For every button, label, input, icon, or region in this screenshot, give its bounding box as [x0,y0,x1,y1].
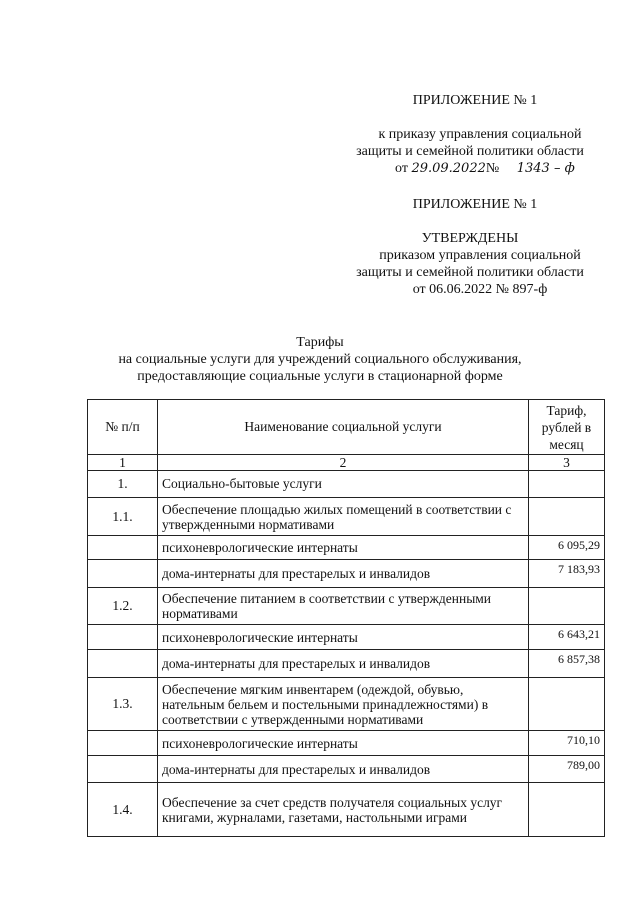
row-name: Обеспечение питанием в соответствии с утвержденными нормативами [158,588,529,625]
row-value [529,783,605,837]
handwritten-date: 29.09.2022 [411,161,486,176]
order-reference-date-line [395,160,605,177]
order-reference-line1: к приказу управления социальной [378,127,582,142]
row-value [529,678,605,731]
column-number: 1 [88,455,158,471]
header-name: Наименование социальной услуги [158,400,529,455]
table-row [88,588,605,625]
row-value: 6 095,29 [529,536,605,560]
number-sign: № [485,161,500,176]
table-header-row [88,400,605,455]
row-name: Обеспечение площадью жилых помещений в соответствии с утвержденными нормативами [158,498,529,536]
approved-line2: защиты и семейной политики области [356,265,584,280]
row-value: 6 857,38 [529,650,605,678]
table-row [88,498,605,536]
table-row [88,536,605,560]
table-row [88,650,605,678]
column-numbers-row [88,455,605,471]
row-name: дома-интернаты для престарелых и инвалидов [158,560,529,588]
row-value [529,471,605,498]
table-row [88,471,605,498]
row-name: дома-интернаты для престарелых и инвалидов [158,650,529,678]
row-name: Социально-бытовые услуги [158,471,529,498]
row-name: дома-интернаты для престарелых и инвалидов [158,756,529,783]
doc-subtitle-line1: на социальные услуги для учреждений социального обслуживания, [118,352,522,367]
row-num: 1.1. [88,498,158,536]
row-num [88,625,158,650]
row-num [88,560,158,588]
table-row [88,731,605,756]
order-reference-line2: защиты и семейной политики области [356,144,584,159]
column-number: 2 [158,455,529,471]
row-name: психоневрологические интернаты [158,536,529,560]
row-num [88,650,158,678]
doc-subtitle-line2: предоставляющие социальные услуги в стационарной форме [137,369,503,384]
doc-title: Тарифы [296,335,344,350]
header-tariff: Тариф, рублей в месяц [529,400,605,455]
row-num: 1.4. [88,783,158,837]
approved-line3: от 06.06.2022 № 897-ф [412,282,548,297]
row-value [529,588,605,625]
table-row [88,678,605,731]
appendix-heading: ПРИЛОЖЕНИЕ № 1 [412,93,538,108]
approved-heading: УТВЕРЖДЕНЫ [421,231,519,246]
table-row [88,560,605,588]
order-from-label: от [395,161,408,176]
row-num: 1.2. [88,588,158,625]
row-num [88,731,158,756]
row-name: психоневрологические интернаты [158,731,529,756]
row-num [88,756,158,783]
handwritten-number: 1343 – ф [516,161,575,176]
row-value [529,498,605,536]
row-value: 789,00 [529,756,605,783]
approved-line1: приказом управления социальной [379,248,581,263]
row-value: 6 643,21 [529,625,605,650]
table-row [88,783,605,837]
row-value: 7 183,93 [529,560,605,588]
tariffs-table [87,399,605,837]
row-name: Обеспечение мягким инвентарем (одеждой, обувью, нательным бельем и постельными принадлежностями) в соответствии с утвержденными нормативами [158,678,529,731]
row-name: психоневрологические интернаты [158,625,529,650]
table-row [88,756,605,783]
table-row [88,625,605,650]
row-num: 1.3. [88,678,158,731]
column-number: 3 [529,455,605,471]
row-name: Обеспечение за счет средств получателя социальных услуг книгами, журналами, газетами, настольными играми [158,783,529,837]
row-num [88,536,158,560]
row-value: 710,10 [529,731,605,756]
header-num: № п/п [88,400,158,455]
appendix-heading-2: ПРИЛОЖЕНИЕ № 1 [412,197,538,212]
row-num: 1. [88,471,158,498]
